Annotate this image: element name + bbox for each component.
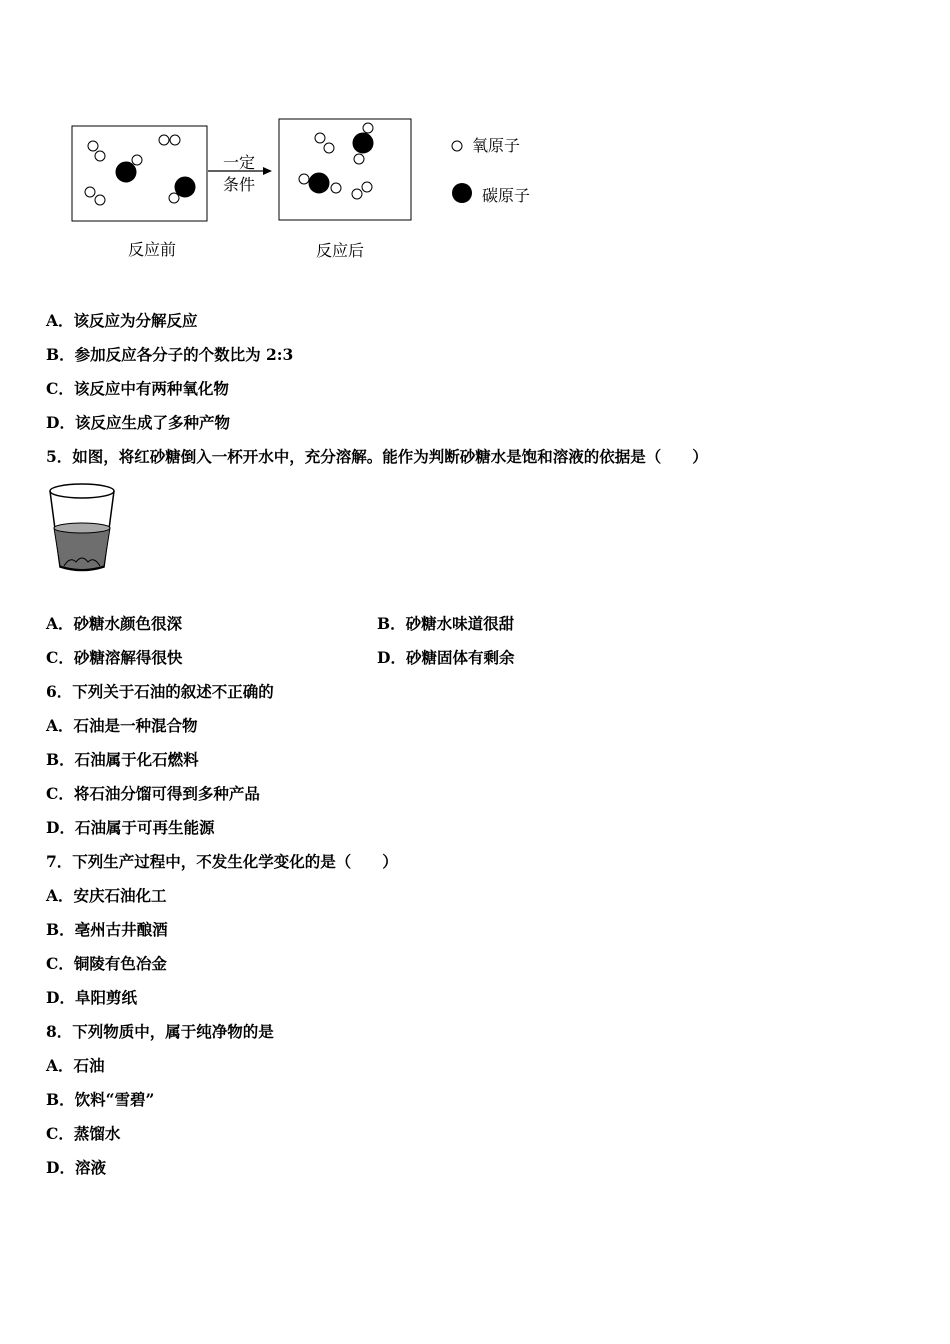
q8-stem: 8．下列物质中，属于纯净物的是 xyxy=(46,1022,274,1041)
carbon-atom xyxy=(175,177,195,197)
oxygen-atom xyxy=(331,183,341,193)
beaker-rim xyxy=(50,484,114,498)
legend-carbon-icon xyxy=(452,183,472,203)
before-molecules xyxy=(85,135,195,205)
after-molecules xyxy=(299,123,373,199)
after-box xyxy=(279,119,411,220)
oxygen-atom xyxy=(362,182,372,192)
oxygen-atom xyxy=(95,195,105,205)
q5-option-a: A．砂糖水颜色很深 xyxy=(46,614,183,633)
oxygen-atom xyxy=(170,135,180,145)
solution-surface xyxy=(54,523,110,533)
oxygen-atom xyxy=(315,133,325,143)
q4-option-b: B．参加反应各分子的个数比为 2:3 xyxy=(46,345,294,364)
q8-option-c: C．蒸馏水 xyxy=(46,1124,121,1143)
oxygen-atom xyxy=(95,151,105,161)
q8-option-a: A．石油 xyxy=(46,1056,105,1075)
q4-option-a: A．该反应为分解反应 xyxy=(46,311,198,330)
q5-stem: 5．如图，将红砂糖倒入一杯开水中，充分溶解。能作为判断砂糖水是饱和溶液的依据是（ ） xyxy=(46,447,708,466)
q7-option-b: B．亳州古井酿酒 xyxy=(46,920,168,939)
q4-option-d: D．该反应生成了多种产物 xyxy=(46,413,230,432)
q7-option-d: D．阜阳剪纸 xyxy=(46,988,137,1007)
beaker-wall xyxy=(50,491,114,571)
q5-option-d: D．砂糖固体有剩余 xyxy=(377,648,515,667)
q4-option-c: C．该反应中有两种氧化物 xyxy=(46,379,229,398)
oxygen-atom xyxy=(132,155,142,165)
arrow-condition-bottom: 条件 xyxy=(223,175,256,194)
q7-option-c: C．铜陵有色冶金 xyxy=(46,954,167,973)
oxygen-atom xyxy=(299,174,309,184)
carbon-atom xyxy=(353,133,373,153)
oxygen-atom xyxy=(354,154,364,164)
oxygen-atom xyxy=(352,189,362,199)
q6-stem: 6．下列关于石油的叙述不正确的 xyxy=(46,682,274,701)
oxygen-atom xyxy=(324,143,334,153)
q5-option-c: C．砂糖溶解得很快 xyxy=(46,648,183,667)
q8-option-b: B．饮料“雪碧” xyxy=(46,1090,155,1109)
q8-option-d: D．溶液 xyxy=(46,1158,106,1177)
q5-option-b: B．砂糖水味道很甜 xyxy=(377,614,515,633)
q6-option-c: C．将石油分馏可得到多种产品 xyxy=(46,784,260,803)
label-after: 反应后 xyxy=(316,241,365,260)
oxygen-atom xyxy=(169,193,179,203)
undissolved-sugar xyxy=(64,558,100,566)
oxygen-atom xyxy=(159,135,169,145)
arrow-condition-top: 一定 xyxy=(223,153,256,172)
oxygen-atom xyxy=(85,187,95,197)
legend-oxygen-label: 氧原子 xyxy=(472,136,521,155)
arrow-head xyxy=(263,167,272,175)
oxygen-atom xyxy=(363,123,373,133)
q7-stem: 7．下列生产过程中，不发生化学变化的是（ ） xyxy=(46,852,398,871)
before-box xyxy=(72,126,207,221)
q6-option-b: B．石油属于化石燃料 xyxy=(46,750,199,769)
oxygen-atom xyxy=(88,141,98,151)
q6-option-d: D．石油属于可再生能源 xyxy=(46,818,215,837)
beaker-solution xyxy=(54,528,110,570)
q6-option-a: A．石油是一种混合物 xyxy=(46,716,198,735)
legend-carbon-label: 碳原子 xyxy=(482,186,531,205)
label-before: 反应前 xyxy=(128,240,177,259)
legend-oxygen-icon xyxy=(452,141,462,151)
carbon-atom xyxy=(309,173,329,193)
q7-option-a: A．安庆石油化工 xyxy=(46,886,167,905)
carbon-atom xyxy=(116,162,136,182)
